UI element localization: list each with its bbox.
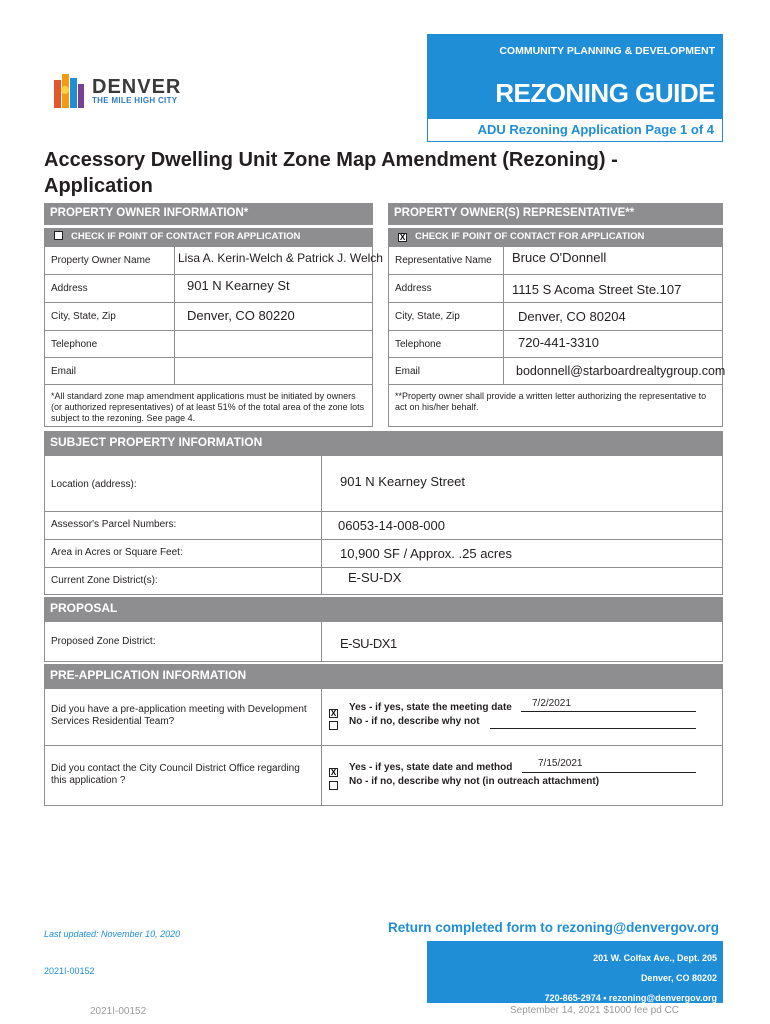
q2-contact-date-field[interactable]: 7/15/2021 xyxy=(538,758,583,769)
proposal-section-header: PROPOSAL xyxy=(44,597,723,621)
logo-tagline: THE MILE HIGH CITY xyxy=(92,96,178,105)
owner-name-label: Property Owner Name xyxy=(51,255,151,266)
proposed-zone-label: Proposed Zone District: xyxy=(51,636,156,647)
preapp-question-2: Did you contact the City Council District Office regarding this application ? xyxy=(51,763,300,786)
case-id: 2021I-00152 xyxy=(44,966,95,976)
department-label: COMMUNITY PLANNING & DEVELOPMENT xyxy=(499,45,715,57)
q2-no-label: No - if no, describe why not (in outreach attachment) xyxy=(349,776,600,787)
area-label: Area in Acres or Square Feet: xyxy=(51,547,183,558)
q2-no-option[interactable] xyxy=(329,776,346,794)
owner-city-field[interactable]: Denver, CO 80220 xyxy=(187,308,295,323)
q2-yes-checkbox[interactable]: X xyxy=(330,768,337,777)
header-banner xyxy=(427,34,723,118)
owner-name-field[interactable]: Lisa A. Kerin-Welch & Patrick J. Welch xyxy=(178,251,383,265)
guide-title: REZONING GUIDE xyxy=(495,78,715,108)
q1-meeting-date-field[interactable]: 7/2/2021 xyxy=(532,698,571,709)
rep-address-field[interactable]: 1115 S Acoma Street Ste.107 xyxy=(512,282,682,297)
q1-no-label: No - if no, describe why not xyxy=(349,716,480,727)
rep-phone-label: Telephone xyxy=(395,339,442,350)
proposed-zone-field[interactable]: E-SU-DX1 xyxy=(340,636,397,651)
owner-contact-checkbox[interactable] xyxy=(54,231,63,240)
page-title: Accessory Dwelling Unit Zone Map Amendment (Rezoning) - Application xyxy=(44,149,618,197)
subject-section-header: SUBJECT PROPERTY INFORMATION xyxy=(44,431,723,455)
q1-yes-label: Yes - if yes, state the meeting date xyxy=(349,702,512,713)
q2-no-checkbox[interactable] xyxy=(329,781,338,790)
current-zone-field[interactable]: E-SU-DX xyxy=(348,570,402,585)
owner-address-field[interactable]: 901 N Kearney St xyxy=(187,278,290,293)
return-instructions: Return completed form to rezoning@denvergov.org xyxy=(388,920,719,935)
footer-address-line1: 201 W. Colfax Ave., Dept. 205 xyxy=(593,953,717,963)
rep-address-label: Address xyxy=(395,283,432,294)
owner-footnote: *All standard zone map amendment applications must be initiated by owners (or authorized representatives) of at least 51% of the total area of the zone lots subject to the rezoning. See page 4. xyxy=(51,391,365,423)
owner-section-header: PROPERTY OWNER INFORMATION* xyxy=(44,203,373,225)
q1-yes-checkbox[interactable]: X xyxy=(330,709,337,718)
preapp-section-header: PRE-APPLICATION INFORMATION xyxy=(44,664,723,688)
q1-no-checkbox[interactable] xyxy=(329,721,338,730)
rep-contact-label: CHECK IF POINT OF CONTACT FOR APPLICATION xyxy=(415,231,645,242)
denver-logo-mark xyxy=(54,74,84,108)
footer-contact-box xyxy=(427,941,723,1003)
owner-contact-label: CHECK IF POINT OF CONTACT FOR APPLICATION xyxy=(71,231,301,242)
current-zone-label: Current Zone District(s): xyxy=(51,575,158,586)
owner-contact-checkbox-row[interactable] xyxy=(44,228,373,246)
logo-name: DENVER xyxy=(92,76,182,98)
owner-address-label: Address xyxy=(51,283,88,294)
rep-contact-checkbox-row[interactable] xyxy=(388,228,723,246)
page-indicator: ADU Rezoning Application Page 1 of 4 xyxy=(427,118,723,142)
representative-section-header: PROPERTY OWNER(S) REPRESENTATIVE** xyxy=(388,203,723,225)
rep-phone-field[interactable]: 720-441-3310 xyxy=(518,335,599,350)
location-field[interactable]: 901 N Kearney Street xyxy=(340,474,466,489)
owner-phone-label: Telephone xyxy=(51,339,98,350)
owner-city-label: City, State, Zip xyxy=(51,311,116,322)
q1-no-option[interactable] xyxy=(329,716,346,734)
rep-name-field[interactable]: Bruce O'Donnell xyxy=(512,250,607,265)
area-field[interactable]: 10,900 SF / Approx. .25 acres xyxy=(340,546,512,561)
last-updated: Last updated: November 10, 2020 xyxy=(44,929,181,939)
rep-email-label: Email xyxy=(395,366,421,377)
rep-email-field[interactable]: bodonnell@starboardrealtygroup.com xyxy=(516,364,726,378)
footer-address-line2: Denver, CO 80202 xyxy=(640,973,717,983)
q2-yes-label: Yes - if yes, state date and method xyxy=(349,762,513,773)
rep-contact-checkbox[interactable]: X xyxy=(399,233,406,242)
parcel-label: Assessor's Parcel Numbers: xyxy=(51,519,177,530)
rep-name-label: Representative Name xyxy=(395,255,492,266)
parcel-field[interactable]: 06053-14-008-000 xyxy=(338,518,445,533)
owner-email-label: Email xyxy=(51,366,77,377)
representative-footnote: **Property owner shall provide a written letter authorizing the representative to act on his/her behalf. xyxy=(395,391,707,412)
rep-city-field[interactable]: Denver, CO 80204 xyxy=(518,309,626,324)
preapp-question-1: Did you have a pre-application meeting with Development Services Residential Team? xyxy=(51,704,307,727)
footer-contact-line: 720-865-2974 • rezoning@denvergov.org xyxy=(544,993,717,1003)
case-id-stamp: 2021I-00152 xyxy=(90,1006,147,1017)
rep-city-label: City, State, Zip xyxy=(395,311,460,322)
location-label: Location (address): xyxy=(51,479,137,490)
submission-stamp: September 14, 2021 $1000 fee pd CC xyxy=(510,1005,680,1016)
